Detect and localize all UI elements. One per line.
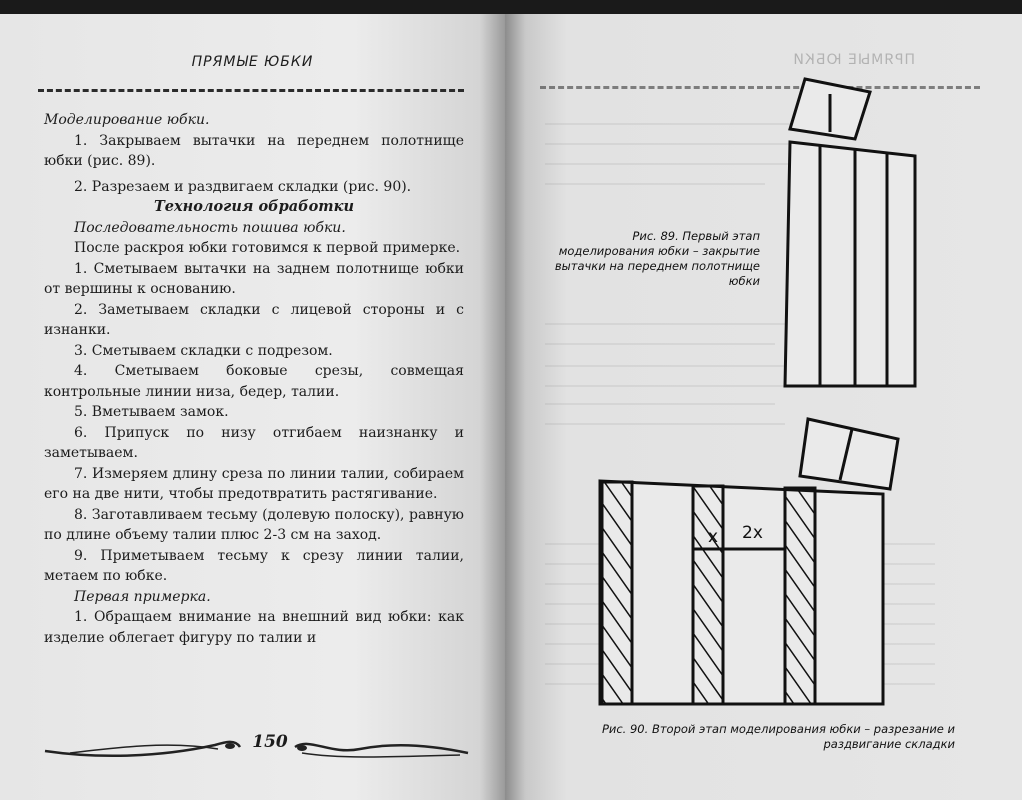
right-page [505,14,1022,800]
paragraph: 4. Сметываем боковые срезы, совмещая контрольные линии низа, бедер, талии. [44,363,464,400]
paragraph: 2. Заметываем складки с лицевой стороны и с изнанки. [44,301,464,338]
figure-90-caption: Рис. 90. Второй этап моделирования юбки – разрезание и раздвигание складки [601,722,955,751]
paragraph: 1. Закрываем вытачки на переднем полотнище юбки (рис. 89). [44,132,464,169]
paragraph: После раскроя юбки готовимся к первой примерке. [74,240,461,256]
paragraph: Первая примерка. [74,588,211,605]
figure-89-caption: Рис. 89. Первый этап моделирования юбки – закрытие вытачки на переднем полотнище юбки [554,229,760,288]
figure-89-pattern [775,74,920,404]
header-dashed-rule [38,89,464,92]
paragraph: Моделирование юбки. [44,112,210,128]
paragraph: 7. Измеряем длину среза по линии талии, собираем его на две нити, чтобы предотвратить растягивание. [44,465,464,502]
label-x: x [708,527,719,547]
paragraph: 8. Заготавливаем тесьму (долевую полоску), равную по длине объему талии плюс 2-3 см на заход. [44,506,464,543]
paragraph: 3. Сметываем складки с подрезом. [74,342,333,359]
paragraph: 2. Разрезаем и раздвигаем складки (рис. 90). [74,178,412,195]
bleed-through-running-head: ПРЯМЫЕ ЮБКИ [792,52,915,68]
paragraph: Последовательность пошива юбки. [74,219,346,236]
left-page [0,14,505,800]
paragraph: 1. Сметываем вытачки на заднем полотнище юбки от вершины к основанию. [44,260,464,297]
page-number: 150 [252,732,288,752]
running-head: ПРЯМЫЕ ЮБКИ [191,54,314,70]
paragraph: 9. Приметываем тесьму к срезу линии талии, метаем по юбке. [44,547,464,584]
paragraph: 5. Вметываем замок. [74,404,229,420]
body-text [44,110,464,648]
section-title: Технология обработки [154,198,354,215]
paragraph: 1. Обращаем внимание на внешний вид юбки: как изделие облегает фигуру по талии и [44,609,464,646]
figure-90-pattern [590,414,910,714]
paragraph: 6. Припуск по низу отгибаем наизнанку и заметываем. [44,424,464,461]
label-2x: 2x [742,523,763,543]
